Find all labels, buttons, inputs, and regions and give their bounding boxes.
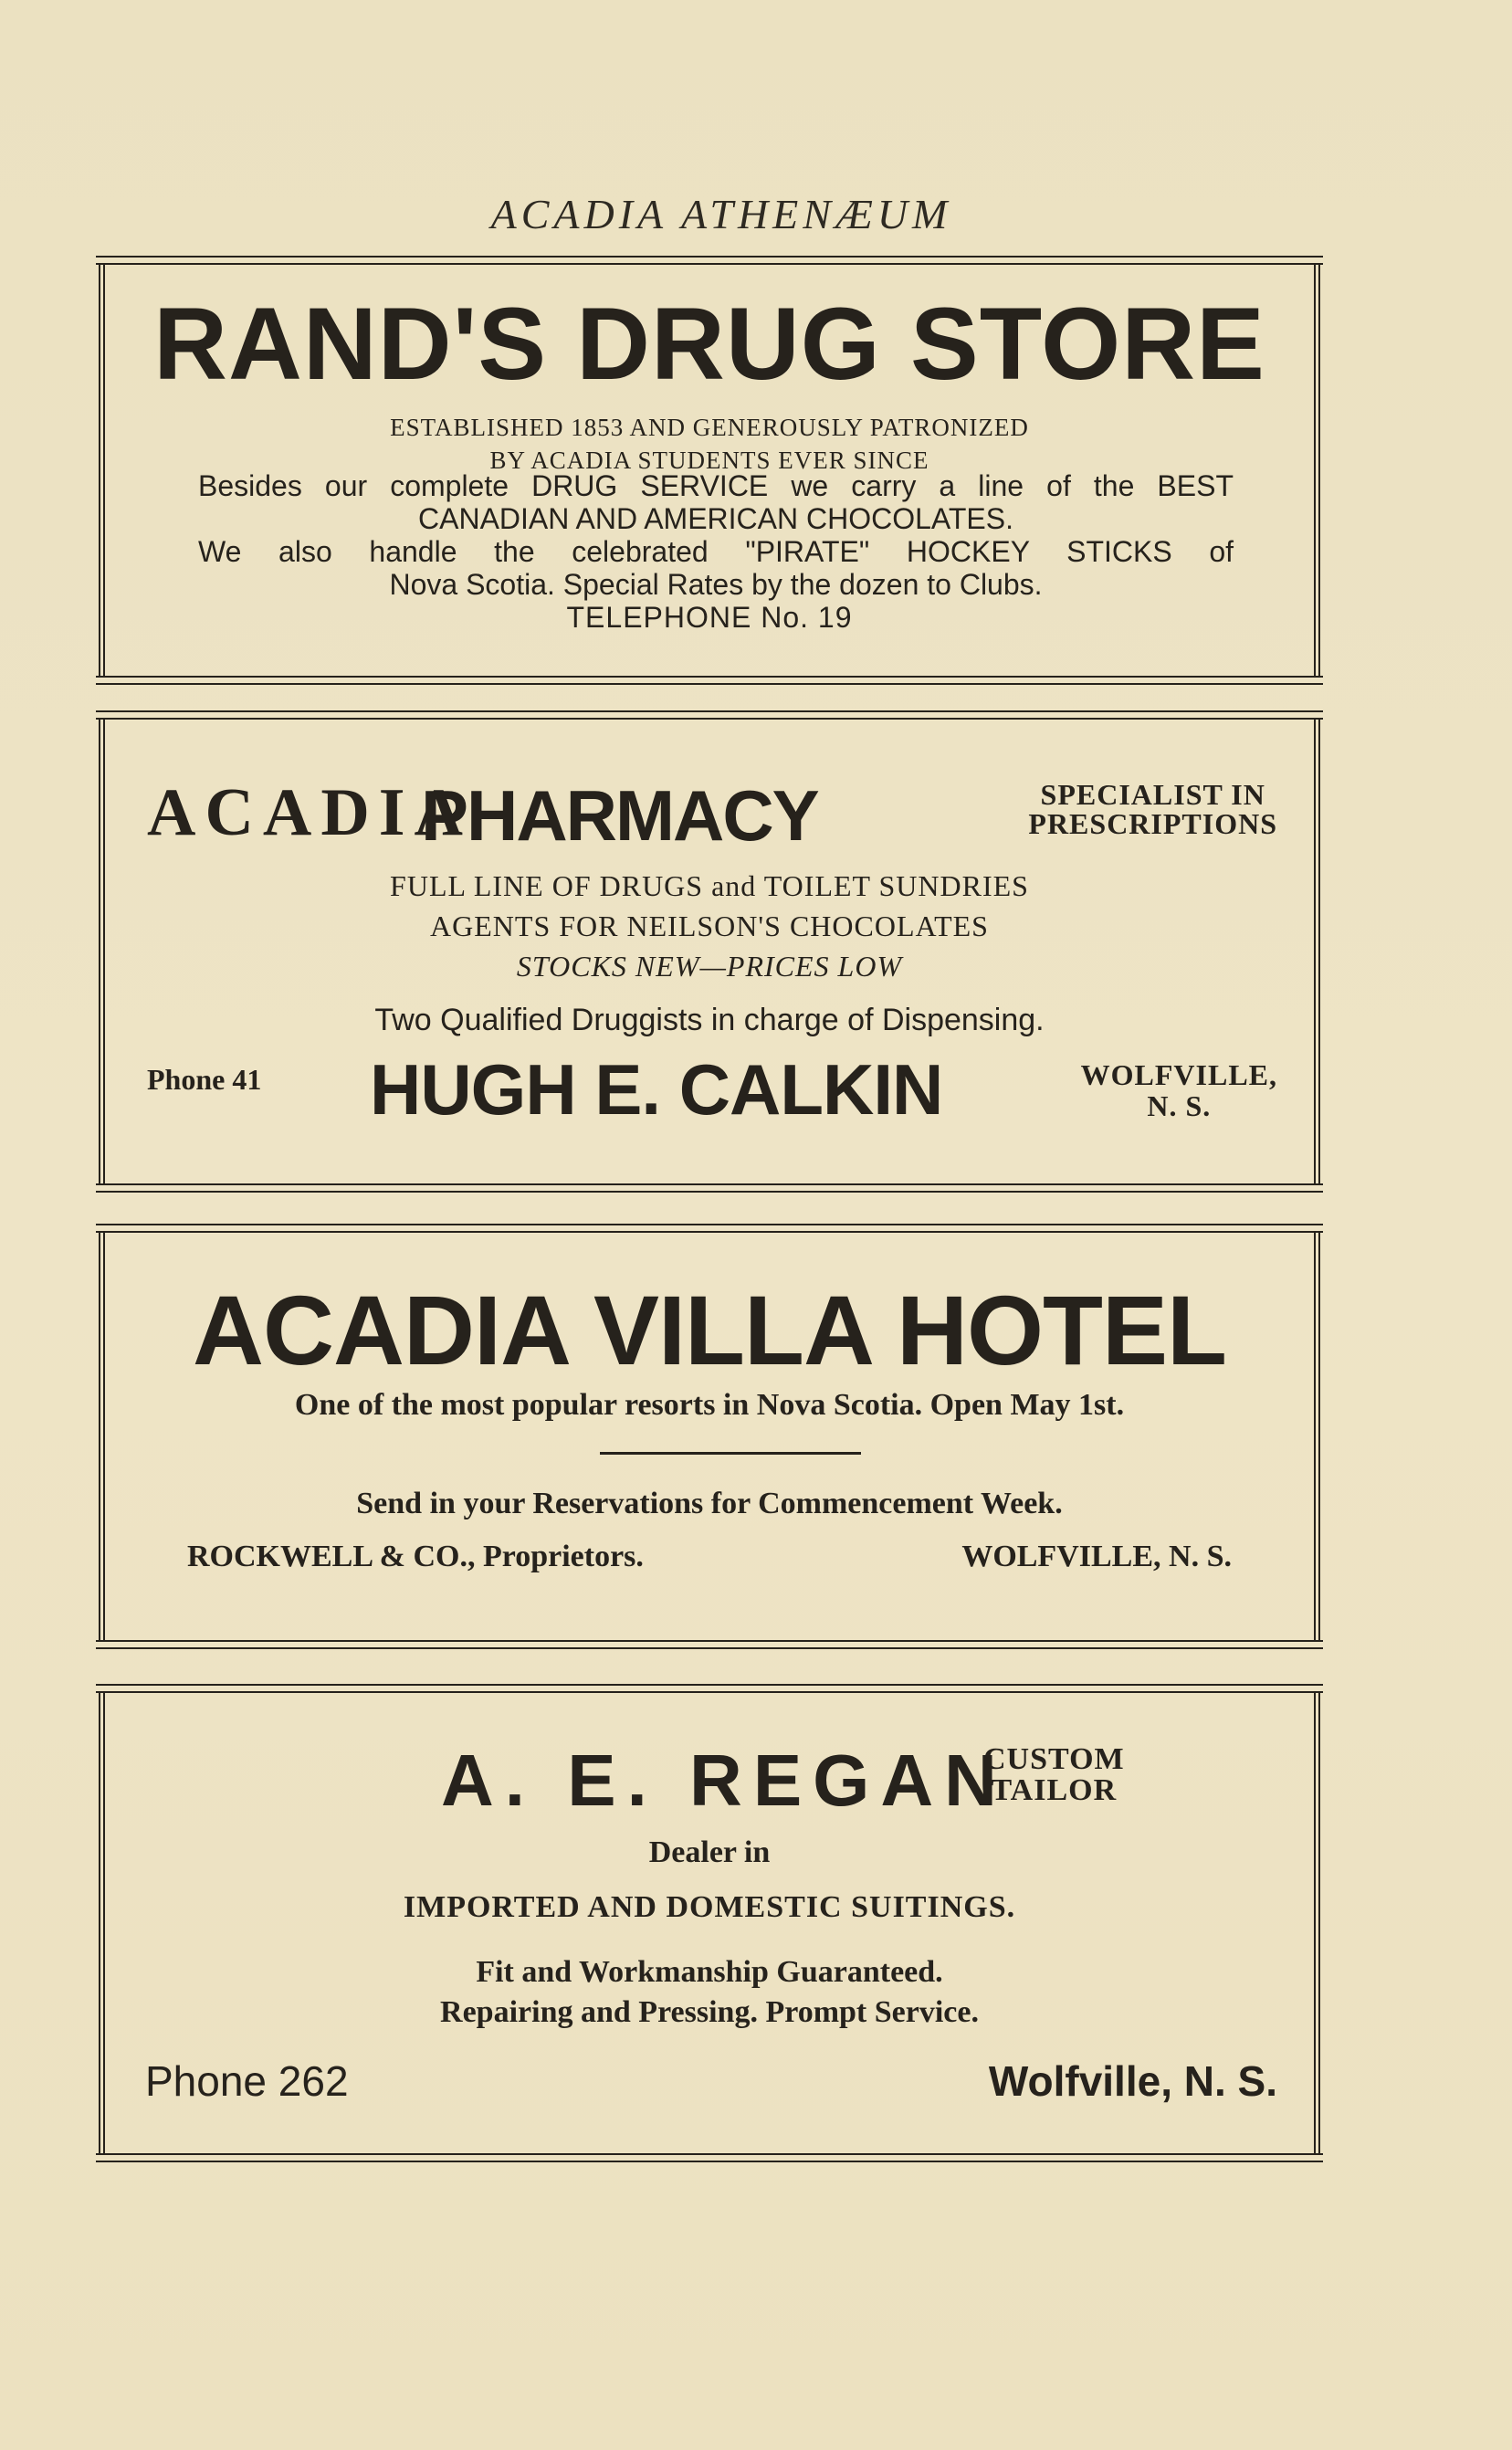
running-head: ACADIA ATHENÆUM <box>490 191 952 237</box>
product-lines <box>105 866 1314 986</box>
title-acadia: ACADIA <box>147 775 472 850</box>
established-line-2: BY ACADIA STUDENTS EVER SINCE <box>489 447 929 474</box>
product-line: FULL LINE OF DRUGS and TOILET SUNDRIES <box>390 869 1029 902</box>
title-regan: A. E. REGAN <box>441 1740 1008 1821</box>
ad-acadia-pharmacy <box>99 720 1320 1183</box>
chocolates-paragraph <box>198 469 1234 535</box>
specialist-line-2: PRESCRIPTIONS <box>1028 807 1277 840</box>
proprietor-name: HUGH E. CALKIN <box>370 1049 943 1130</box>
telephone-text: TELEPHONE No. 19 <box>566 601 853 634</box>
ad-title-row <box>147 774 1277 857</box>
proprietors-text: ROCKWELL & CO., Proprietors. <box>187 1540 644 1573</box>
guarantee-text <box>105 1952 1314 2033</box>
established-line-1: ESTABLISHED 1853 AND GENEROUSLY PATRONIZED <box>390 414 1029 441</box>
custom-line-2: TAILOR <box>991 1773 1118 1807</box>
reservations-text: Send in your Reservations for Commencement Week. <box>356 1487 1063 1520</box>
ad-title: ACADIA VILLA HOTEL <box>193 1275 1226 1385</box>
ad-title: RAND'S DRUG STORE <box>153 287 1265 401</box>
product-line: AGENTS FOR NEILSON'S CHOCOLATES <box>430 910 989 942</box>
paragraph-line: Besides our complete DRUG SERVICE we carry a line of the BEST <box>198 469 1234 502</box>
druggists-text: Two Qualified Druggists in charge of Dispensing. <box>374 1003 1045 1037</box>
title-pharmacy: PHARMACY <box>421 775 818 856</box>
phone-text: Phone 262 <box>145 2057 349 2105</box>
established-text <box>105 411 1314 477</box>
phone-text: Phone 41 <box>147 1063 262 1096</box>
paragraph-line: CANADIAN AND AMERICAN CHOCOLATES. <box>418 502 1013 535</box>
town-text: Wolfville, N. S. <box>988 2057 1277 2105</box>
divider <box>600 1452 861 1455</box>
town-line-2: N. S. <box>1147 1089 1212 1122</box>
ad-rands-drug-store <box>99 265 1320 676</box>
resort-text: One of the most popular resorts in Nova Scotia. Open May 1st. <box>294 1388 1125 1422</box>
custom-tailor-text <box>983 1744 1125 1806</box>
suitings-text: IMPORTED AND DOMESTIC SUITINGS. <box>403 1890 1016 1924</box>
dealer-text: Dealer in <box>648 1835 771 1869</box>
ad-acadia-villa-hotel <box>99 1233 1320 1640</box>
paragraph-line: Nova Scotia. Special Rates by the dozen to Clubs. <box>389 568 1043 601</box>
paragraph-line: We also handle the celebrated "PIRATE" HOCKEY STICKS of <box>198 535 1234 568</box>
ad-title-row <box>105 1739 1314 1821</box>
town-text <box>1081 1059 1277 1121</box>
town-text: WOLFVILLE, N. S. <box>961 1540 1232 1573</box>
town-line-1: WOLFVILLE, <box>1080 1058 1277 1091</box>
specialist-line-1: SPECIALIST IN <box>1040 778 1265 811</box>
specialist-text <box>1028 780 1277 838</box>
service-line: Repairing and Pressing. Prompt Service. <box>440 1995 979 2029</box>
hockey-sticks-paragraph <box>198 535 1234 601</box>
product-line: STOCKS NEW—PRICES LOW <box>516 950 903 983</box>
ad-a-e-regan <box>99 1693 1320 2153</box>
custom-line-1: CUSTOM <box>983 1742 1125 1776</box>
guarantee-line: Fit and Workmanship Guaranteed. <box>476 1955 943 1989</box>
